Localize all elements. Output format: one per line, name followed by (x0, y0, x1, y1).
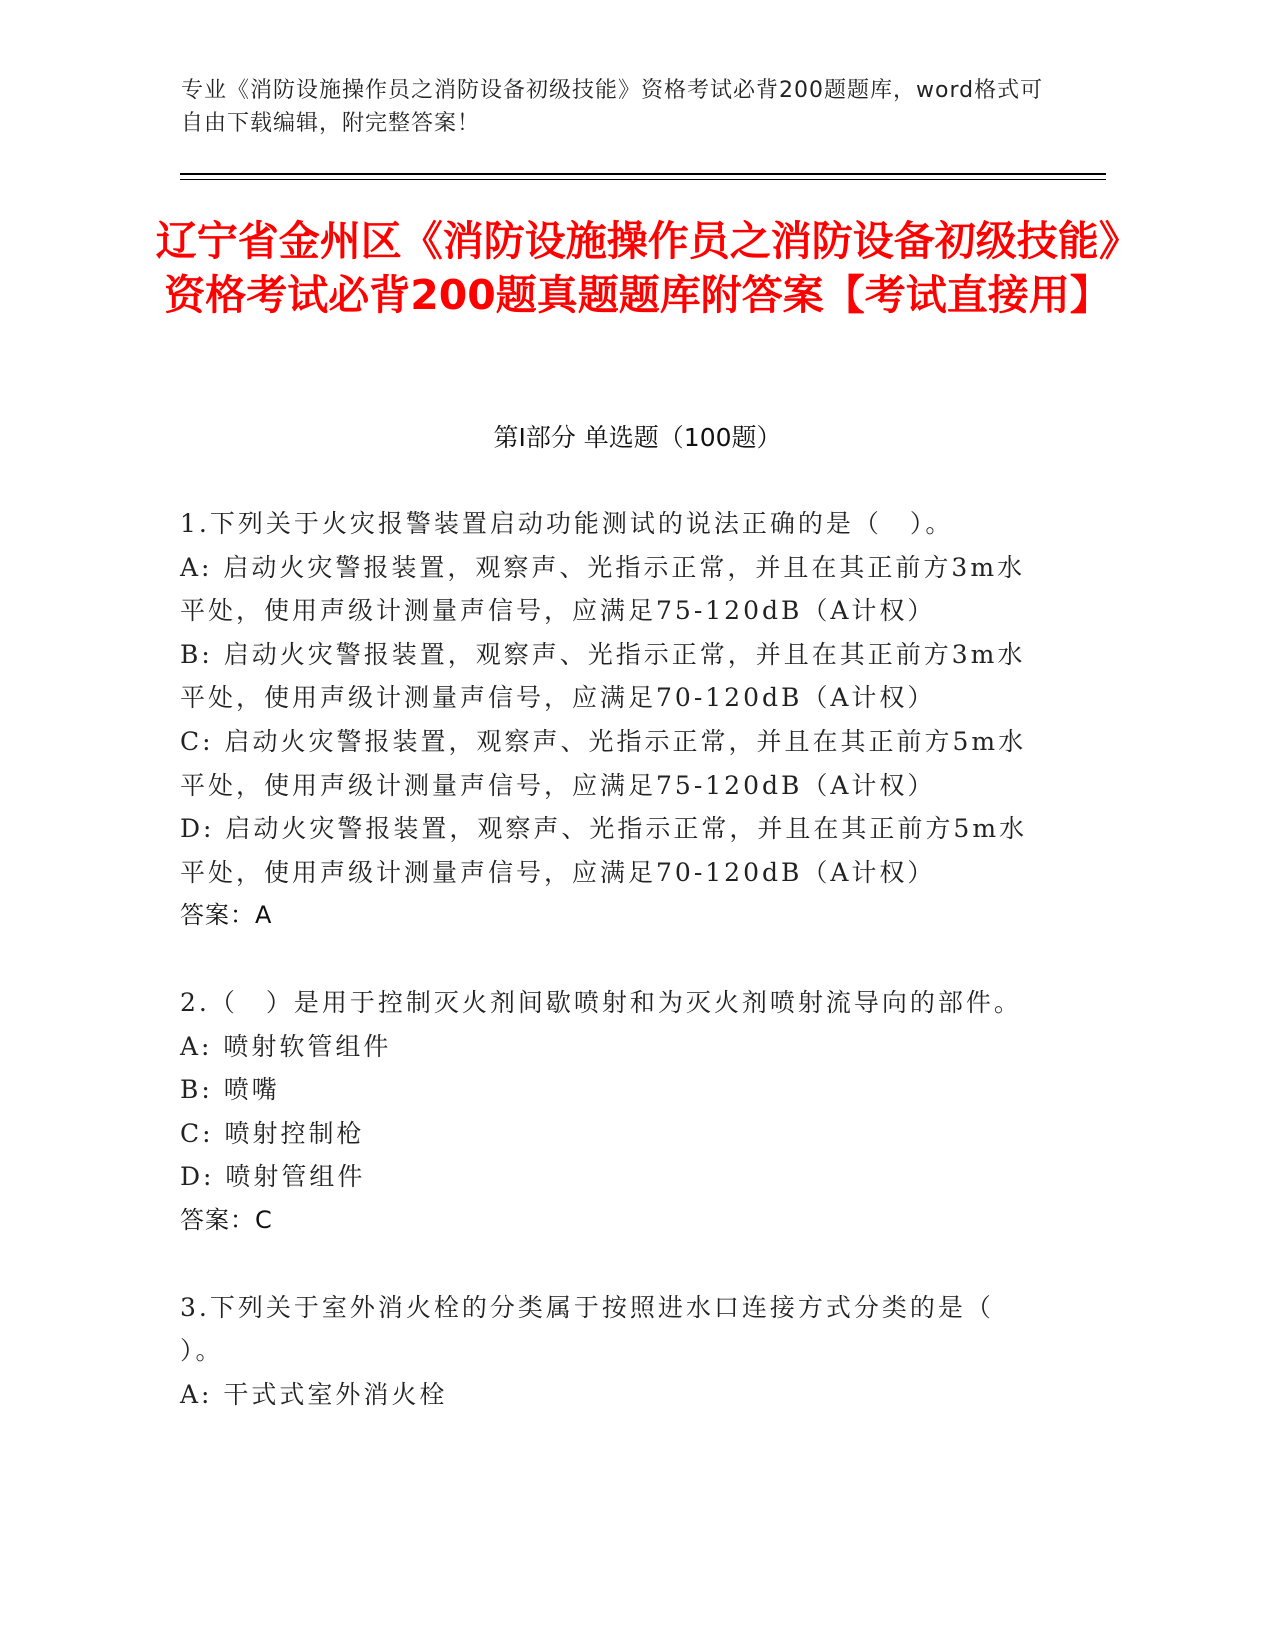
question-3 (180, 1286, 1040, 1417)
option-a: A: 启动火灾警报装置，观察声、光指示正常，并且在其正前方3m水 (180, 552, 1026, 582)
question-stem-continued: ）。 (180, 1336, 224, 1366)
header-rule-thick (180, 173, 1106, 175)
option-c: C: 启动火灾警报装置，观察声、光指示正常，并且在其正前方5m水 (180, 726, 1027, 756)
question-list (180, 502, 1040, 1459)
option-a: A: 喷射软管组件 (180, 1031, 392, 1061)
answer: 答案：C (180, 1205, 273, 1234)
option-a-continued: 平处，使用声级计测量声信号，应满足75-120dB（A计权） (180, 596, 936, 626)
option-c-continued: 平处，使用声级计测量声信号，应满足75-120dB（A计权） (180, 770, 936, 800)
option-b: B: 喷嘴 (180, 1075, 280, 1105)
option-c: C: 喷射控制枪 (180, 1118, 365, 1148)
question-1 (180, 502, 1040, 938)
document-title: 辽宁省金州区《消防设施操作员之消防设备初级技能》资格考试必背200题真题题库附答案【考试直接用】 (155, 217, 1120, 319)
question-stem: 1.下列关于火灾报警装置启动功能测试的说法正确的是（ ）。 (180, 509, 954, 538)
answer: 答案：A (180, 901, 273, 930)
option-a: A: 干式式室外消火栓 (180, 1379, 448, 1409)
option-d: D: 启动火灾警报装置，观察声、光指示正常，并且在其正前方5m水 (180, 814, 1028, 844)
option-d: D: 喷射管组件 (180, 1162, 366, 1192)
section-heading: 第I部分 单选题（100题） (493, 423, 782, 452)
header-note: 专业《消防设施操作员之消防设备初级技能》资格考试必背200题题库，word格式可自由下载编辑，附完整答案！ (181, 78, 1044, 136)
question-stem: 2.（ ）是用于控制灭火剂间歇喷射和为灭火剂喷射流导向的部件。 (180, 987, 1022, 1017)
question-2 (180, 981, 1040, 1243)
option-d-continued: 平处，使用声级计测量声信号，应满足70-120dB（A计权） (180, 857, 936, 887)
header-rule-thin (180, 179, 1106, 180)
option-b: B: 启动火灾警报装置，观察声、光指示正常，并且在其正前方3m水 (180, 639, 1026, 669)
option-b-continued: 平处，使用声级计测量声信号，应满足70-120dB（A计权） (180, 683, 936, 713)
question-stem: 3.下列关于室外消火栓的分类属于按照进水口连接方式分类的是（ (180, 1292, 994, 1322)
